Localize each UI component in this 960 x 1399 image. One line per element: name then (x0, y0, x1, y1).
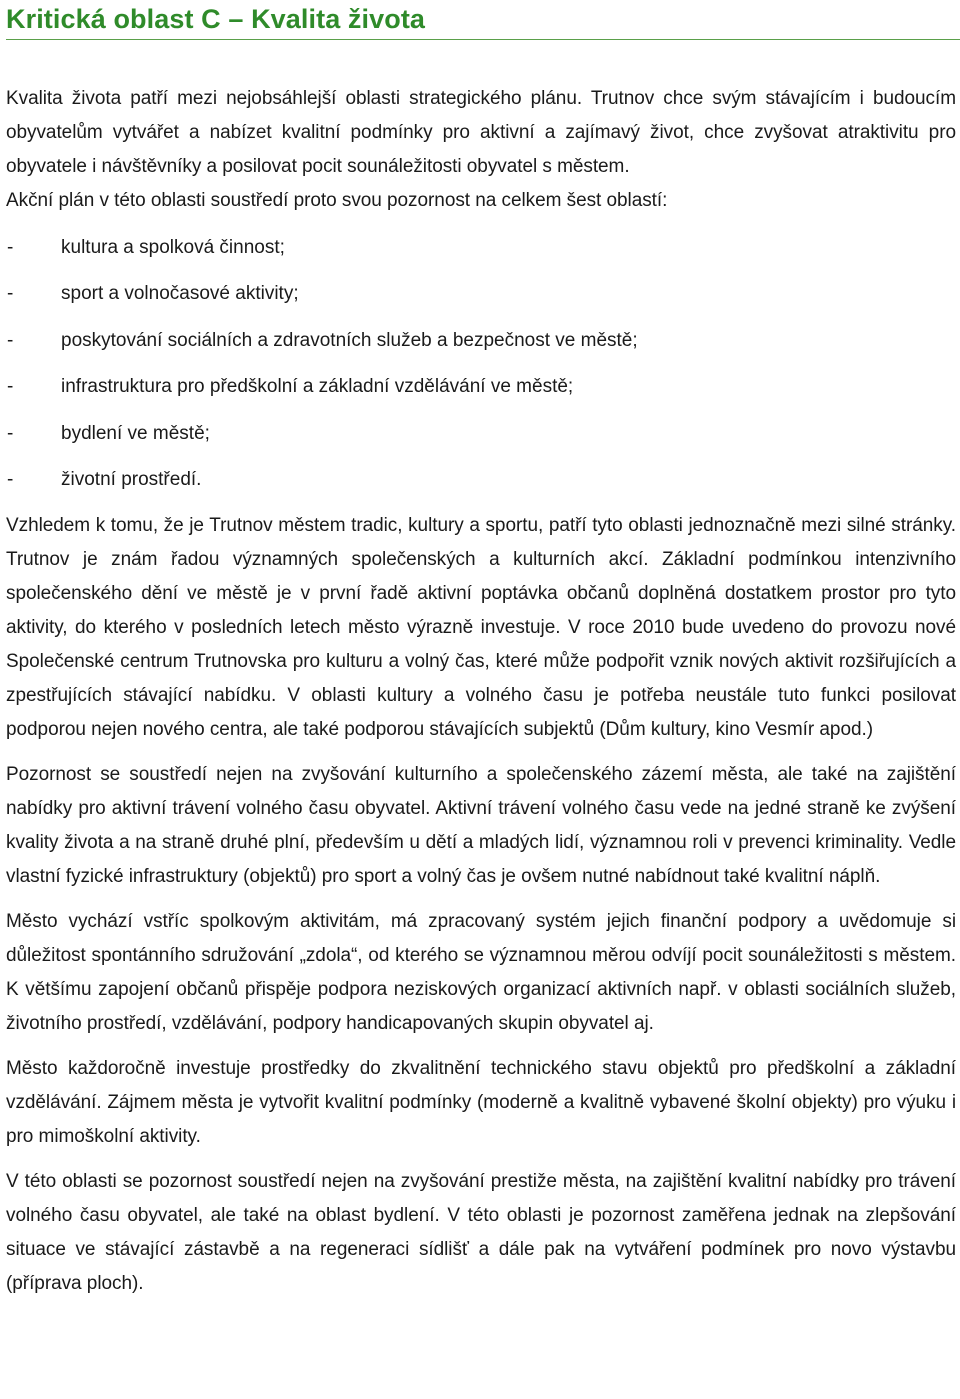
list-item (6, 277, 956, 311)
lead-paragraph: Akční plán v této oblasti soustředí proto svou pozornost na celkem šest oblastí: (6, 190, 668, 211)
list-item (6, 463, 956, 497)
section-heading: Kritická oblast C – Kvalita života (6, 4, 426, 34)
list-item-text: infrastruktura pro předškolní a základní vzdělávání ve městě; (61, 376, 574, 397)
body-paragraph-culture: Vzhledem k tomu, že je Trutnov městem tradic, kultury a sportu, patří tyto oblasti jednoznačně mezi silné stránky. Trutnov je znám řadou významných společenských a kulturních akcí. Základní podmínkou intenzivního společenského dění ve městě je v první řadě aktivní poptávka občanů doplněná dostatkem prostor pro tyto aktivity, do kterého v posledních letech město výrazně investuje. V roce 2010 bude uvedeno do provozu nové Společenské centrum Trutnovska pro kulturu a volný čas, které může podpořit vznik nových aktivit rozšiřujících a zpestřujících stávající nabídku. V oblasti kultury a volného času je potřeba neustále tuto funkci posilovat podporou nejen nového centra, ale také podporou stávajících subjektů (Dům kultury, kino Vesmír apod.) (6, 515, 956, 740)
list-item-text: sport a volnočasové aktivity; (61, 283, 299, 304)
list-marker: - (7, 236, 14, 258)
list-marker: - (7, 329, 14, 351)
list-item-text: kultura a spolková činnost; (61, 236, 285, 258)
list-item (6, 370, 956, 404)
list-marker: - (7, 469, 14, 490)
focus-areas-list (6, 231, 956, 498)
list-marker: - (7, 376, 14, 397)
body-paragraph-leisure: Pozornost se soustředí nejen na zvyšování kulturního a společenského zázemí města, ale také na zajištění nabídky pro aktivní trávení volného času obyvatel. Aktivní trávení volného času vede na jedné straně ke zvýšení kvality života a na straně druhé plní, především u dětí a mladých lidí, významnou roli v prevenci kriminality. Vedle vlastní fyzické infrastruktury (objektů) pro sport a volný čas je ovšem nutné nabídnout také kvalitní náplň. (6, 764, 956, 887)
list-item (6, 231, 956, 265)
heading-divider (6, 39, 960, 40)
body-paragraph-housing: V této oblasti se pozornost soustředí nejen na zvyšování prestiže města, na zajištění kvalitní nabídky pro trávení volného času obyvatel, ale také na oblast bydlení. V této oblasti je pozornost zaměřena jednak na zlepšování situace ve stávající zástavbě a na regeneraci sídlišť a dále pak na vytváření podmínek pro novo výstavbu (příprava ploch). (6, 1171, 956, 1294)
body-paragraph-education: Město každoročně investuje prostředky do zkvalitnění technického stavu objektů pro předškolní a základní vzdělávání. Zájmem města je vytvořit kvalitní podmínky (moderně a kvalitně vybavené školní objekty) pro výuku i pro mimoškolní aktivity. (6, 1058, 956, 1147)
list-marker: - (7, 283, 14, 304)
body-paragraph-associations: Město vychází vstříc spolkovým aktivitám, má zpracovaný systém jejich finanční podpory a uvědomuje si důležitost spontánního sdružování „zdola“, od kterého se významnou měrou odvíjí pocit sounáležitosti s městem. K většímu zapojení občanů přispěje podpora neziskových organizací aktivních např. v oblasti sociálních služeb, životního prostředí, vzdělávání, podpory handicapovaných skupin obyvatel aj. (6, 911, 956, 1034)
list-item (6, 324, 956, 358)
list-item-text: poskytování sociálních a zdravotních služeb a bezpečnost ve městě; (61, 329, 638, 351)
intro-paragraph: Kvalita života patří mezi nejobsáhlejší oblasti strategického plánu. Trutnov chce svým stávajícím i budoucím obyvatelům vytvářet a nabízet kvalitní podmínky pro aktivní a zajímavý život, chce zvyšovat atraktivitu pro obyvatele i návštěvníky a posilovat pocit sounáležitosti obyvatel s městem. (6, 88, 956, 177)
list-item-text: životní prostředí. (61, 469, 202, 490)
list-item-text: bydlení ve městě; (61, 422, 210, 444)
list-item (6, 417, 956, 451)
list-marker: - (7, 422, 14, 444)
